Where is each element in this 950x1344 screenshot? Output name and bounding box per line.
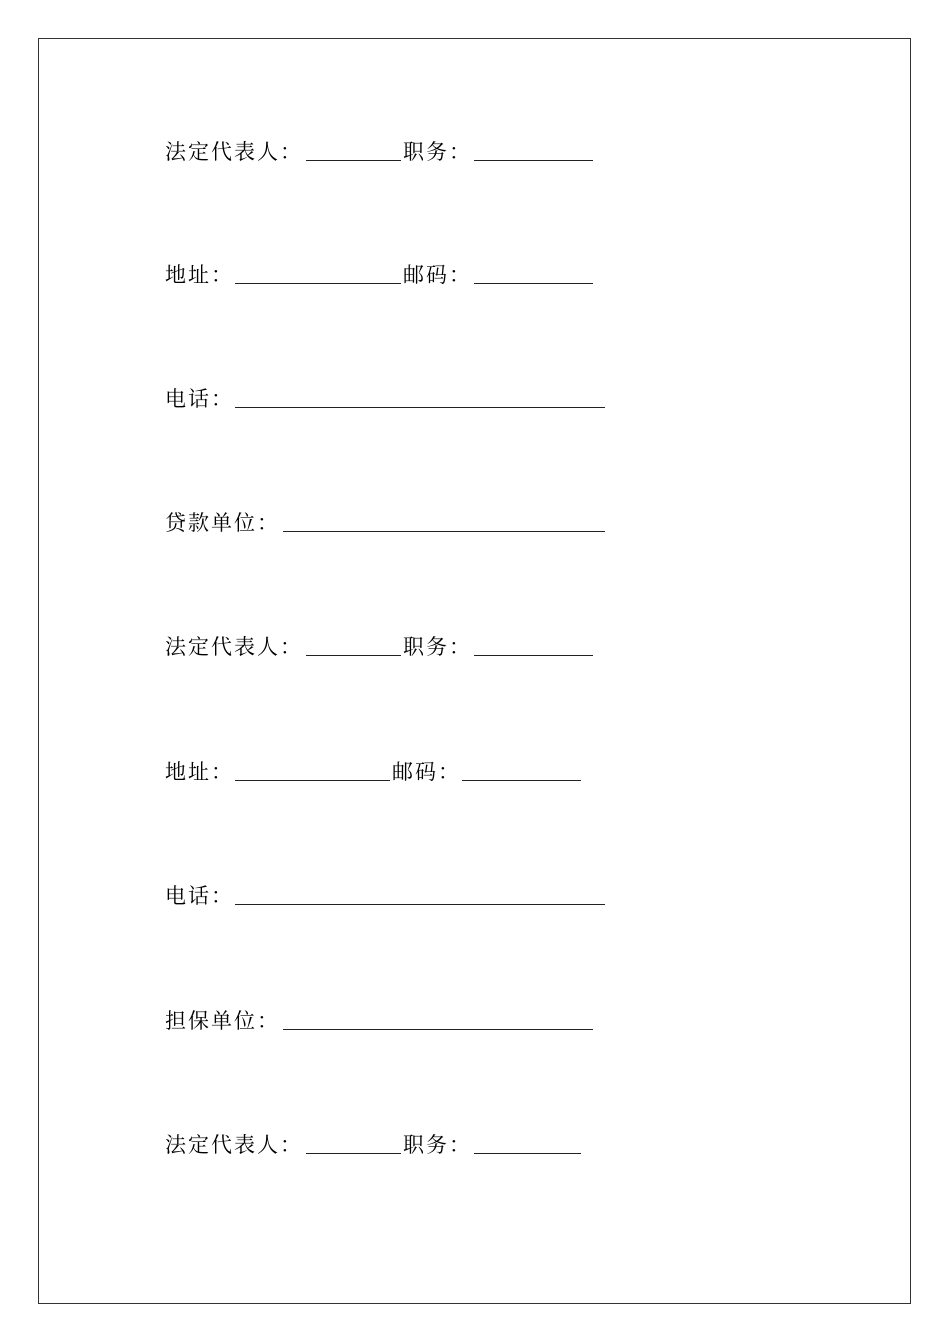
guarantor-label: 担保单位：	[165, 1009, 280, 1033]
legal-rep-label: 法定代表人：	[165, 140, 303, 164]
postcode-label: 邮码：	[403, 263, 472, 287]
phone-blank[interactable]	[235, 407, 605, 408]
position-label: 职务：	[403, 635, 472, 659]
position-label: 职务：	[403, 140, 472, 164]
position-blank[interactable]	[474, 1153, 581, 1154]
position-blank[interactable]	[474, 160, 593, 161]
postcode-blank[interactable]	[474, 283, 593, 284]
position-label: 职务：	[403, 1133, 472, 1157]
position-blank[interactable]	[474, 655, 593, 656]
address-label: 地址：	[165, 263, 234, 287]
legal-rep-label: 法定代表人：	[165, 1133, 303, 1157]
guarantor-blank[interactable]	[283, 1029, 593, 1030]
legal-rep-blank[interactable]	[306, 1153, 401, 1154]
postcode-label: 邮码：	[392, 760, 461, 784]
phone-blank[interactable]	[235, 904, 605, 905]
legal-rep-blank[interactable]	[306, 655, 401, 656]
address-label: 地址：	[165, 760, 234, 784]
legal-rep-label: 法定代表人：	[165, 635, 303, 659]
phone-label: 电话：	[165, 884, 234, 908]
legal-rep-blank[interactable]	[306, 160, 401, 161]
address-blank[interactable]	[235, 780, 390, 781]
postcode-blank[interactable]	[462, 780, 581, 781]
page-frame	[38, 38, 911, 1304]
lender-blank[interactable]	[283, 531, 605, 532]
address-blank[interactable]	[235, 283, 401, 284]
phone-label: 电话：	[165, 387, 234, 411]
lender-label: 贷款单位：	[165, 511, 280, 535]
